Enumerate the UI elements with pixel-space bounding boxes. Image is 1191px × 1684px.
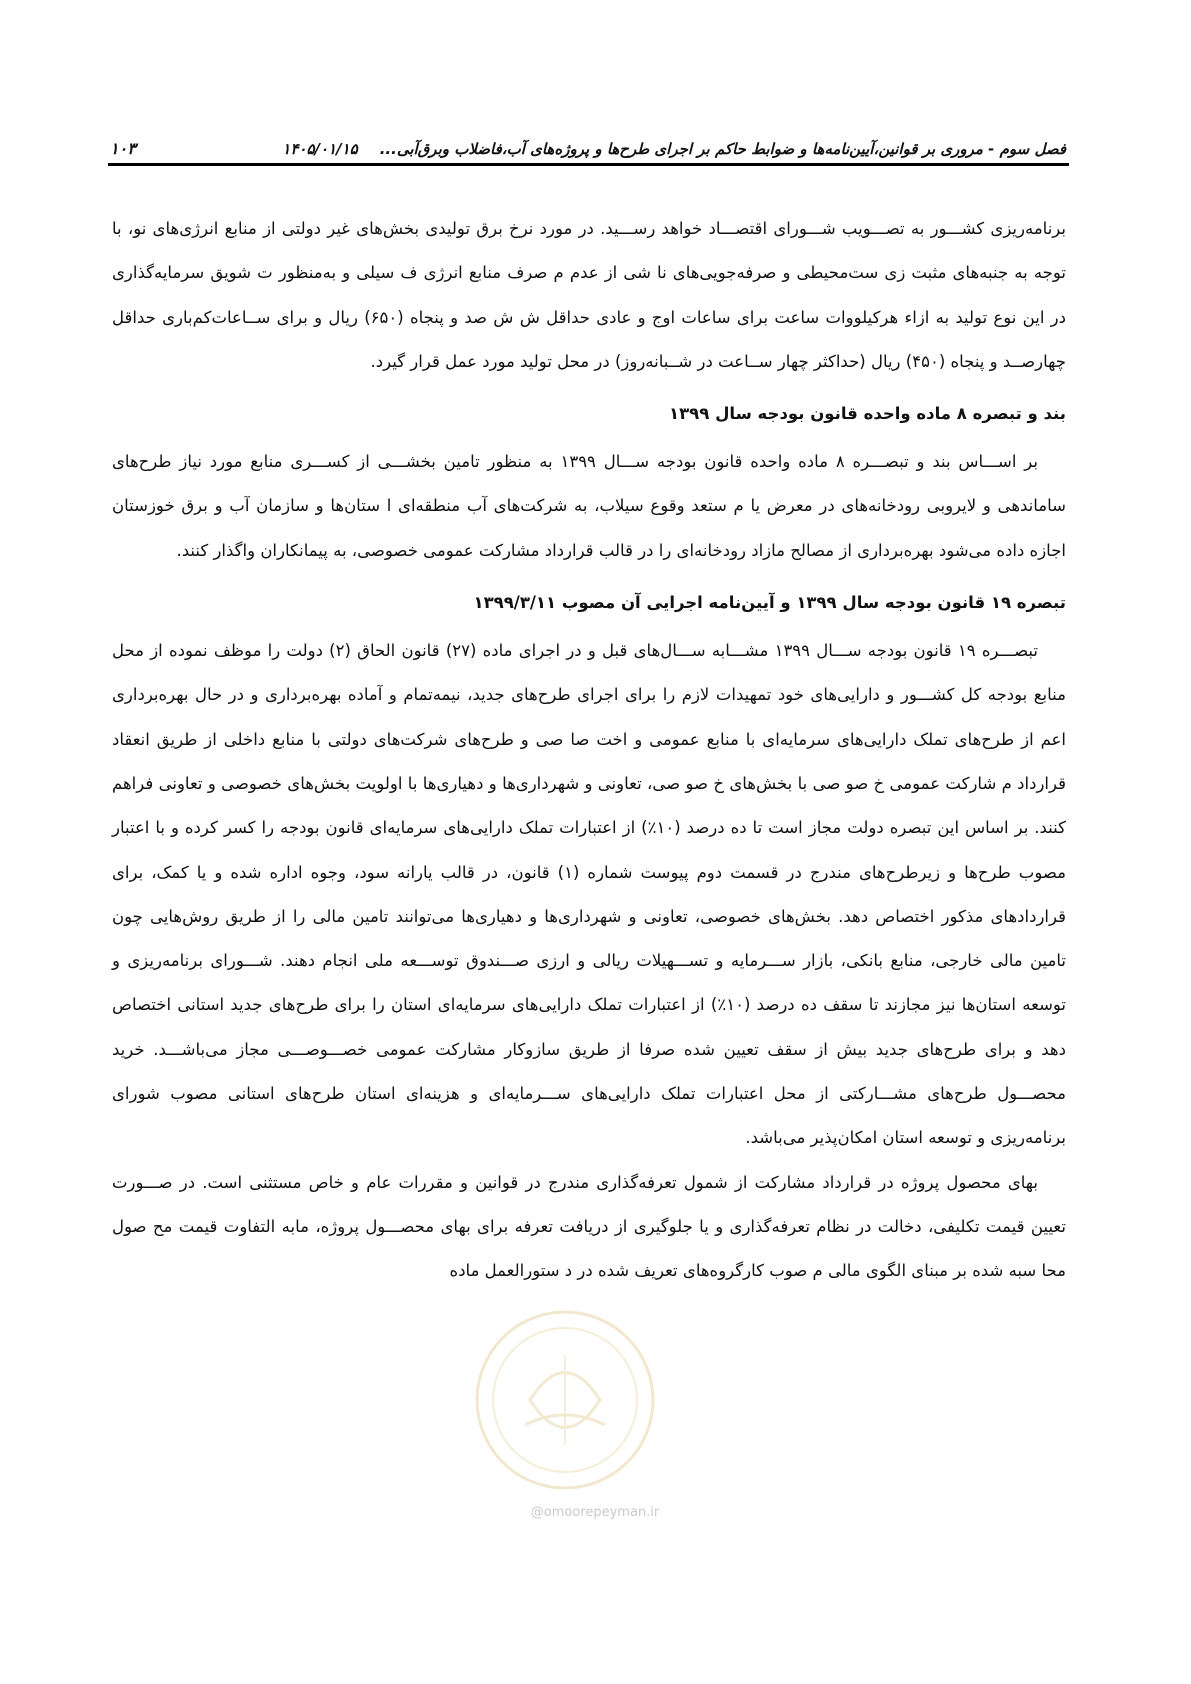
section-paragraph-3: بهای محصول پروژه در قرارداد مشارکت از شمول تعرفه‌گذاری مندرج در قوانین و مقررات عام و خاص مستثنی است. در صـــورت تعیین قیمت تکلیفی، دخالت در نظام تعرفه‌گذاری و یا جلوگیری از دریافت تعرفه برای بهای محصـــول پروژه، مابه التفاوت قیمت مح صول محا سبه شده بر مبنای الگوی مالی م صوب کارگروه‌های تعریف شده در د ستورالعمل ماده: [112, 1172, 1066, 1281]
header-rule: [108, 163, 1069, 166]
paragraph-intro: برنامه‌ریزی کشـــور به تصـــویب شـــورای اقتصـــاد خواهد رســـید. در مورد نرخ برق تولیدی بخش‌های غیر دولتی از منابع انرژی‌های نو، با توجه به جنبه‌های مثبت زی ست‌محیطی و صرفه‌جویی‌های نا شی از عدم م صرف منابع انرژی ف سیلی و به‌منظور ت شویق سرمایه‌گذاری در این نوع تولید به ازاء هرکیلووات ساعت برای ساعات اوج و عادی حداقل ش ش صد و پنجاه (۶۵۰) ریال و برای ســاعات‌کم‌باری حداقل چهارصــد و پنجاه (۴۵۰) ریال (حداکثر چهار ســاعت در شــبانه‌روز) در محل تولید مورد عمل قرار گیرد.: [112, 219, 1066, 371]
header-date: ۱۴۰۵/۰۱/۱۵: [282, 140, 358, 158]
watermark-text: @omoorepeyman.ir: [530, 1505, 660, 1520]
watermark-seal: [470, 1305, 660, 1495]
section-heading-2: تبصره ۱۹ قانون بودجه سال ۱۳۹۹ و آیین‌نامه اجرایی آن مصوب ۱۳۹۹/۳/۱۱: [473, 593, 1066, 613]
body-text: [112, 207, 1066, 1294]
chapter-title: فصل سوم - مروری بر قوانین،آیین‌نامه‌ها و ضوابط حاکم بر اجرای طرح‌ها و پروژه‌های آب،فاضلاب وبرق‌آبی...: [379, 140, 1066, 158]
section-paragraph-2: تبصـــره ۱۹ قانون بودجه ســـال ۱۳۹۹ مشـــابه ســـال‌های قبل و در اجرای ماده (۲۷) قانون الحاق (۲) دولت را موظف نموده از محل منابع بودجه کل کشـــور و دارایی‌های خود تمهیدات لازم را برای اجرای طرح‌های جدید، نیمه‌تمام و آماده بهره‌برداری و در حال بهره‌برداری اعم از طرح‌های تملک دارایی‌های سرمایه‌ای با منابع عمومی و اخت صا صی و طرح‌های شرکت‌های دولتی با منابع داخلی از طریق انعقاد قرارداد م شارکت عمومی خ صو صی با بخش‌های خ صو صی، تعاونی و شهرداری‌ها و دهیاری‌ها با اولویت بخش‌های خصوصی و تعاونی فراهم کنند. بر اساس این تبصره دولت مجاز است تا ده درصد (۱۰٪) از اعتبارات تملک دارایی‌های سرمایه‌ای قانون بودجه را کسر کرده و با اعتبار مصوب طرح‌ها و زیرطرح‌های مندرج در قسمت دوم پیوست شماره (۱) قانون، در قالب یارانه سود، وجوه اداره شده و یا کمک، برای قراردادهای مذکور اختصاص دهد. بخش‌های خصوصی، تعاونی و شهرداری‌ها و دهیاری‌ها می‌توانند تامین مالی را از طریق روش‌هایی چون تامین مالی خارجی، منابع بانکی، بازار ســـرمایه و تســـهیلات ریالی و ارزی صـــندوق توســـعه ملی انجام دهند. شـــورای برنامه‌ریزی و توسعه استان‌ها نیز مجازند تا سقف ده درصد (۱۰٪) از اعتبارات تملک دارایی‌های سرمایه‌ای استان را برای طرح‌های جدید استانی اختصاص دهد و برای طرح‌های جدید بیش از سقف تعیین شده صرفا از طریق سازوکار مشارکت عمومی خصـــوصـــی مجاز می‌باشـــد. خرید محصـــول طرح‌های مشـــارکتی از محل اعتبارات تملک دارایی‌های ســـرمایه‌ای و هزینه‌ای استان طرح‌های استانی مصوب شورای برنامه‌ریزی و توسعه استان امکان‌پذیر می‌باشد.: [112, 641, 1067, 1148]
section-heading-1: بند و تبصره ۸ ماده واحده قانون بودجه سال ۱۳۹۹: [669, 404, 1066, 424]
page-number: ۱۰۳: [110, 139, 136, 158]
section-paragraph-1: بر اســـاس بند و تبصـــره ۸ ماده واحده قانون بودجه ســـال ۱۳۹۹ به منظور تامین بخشـــی از کســـری منابع مورد نیاز طرح‌های ساماندهی و لایروبی رودخانه‌های در معرض یا م ستعد وقوع سیلاب، به شرکت‌های آب منطقه‌ای ا ستان‌ها و سازمان آب و برق خوزستان اجازه داده می‌شود بهره‌برداری از مصالح مازاد رودخانه‌ای را در قالب قرارداد مشارکت عمومی خصوصی، به پیمانکاران واگذار کنند.: [112, 452, 1066, 560]
running-header: [110, 128, 1066, 158]
